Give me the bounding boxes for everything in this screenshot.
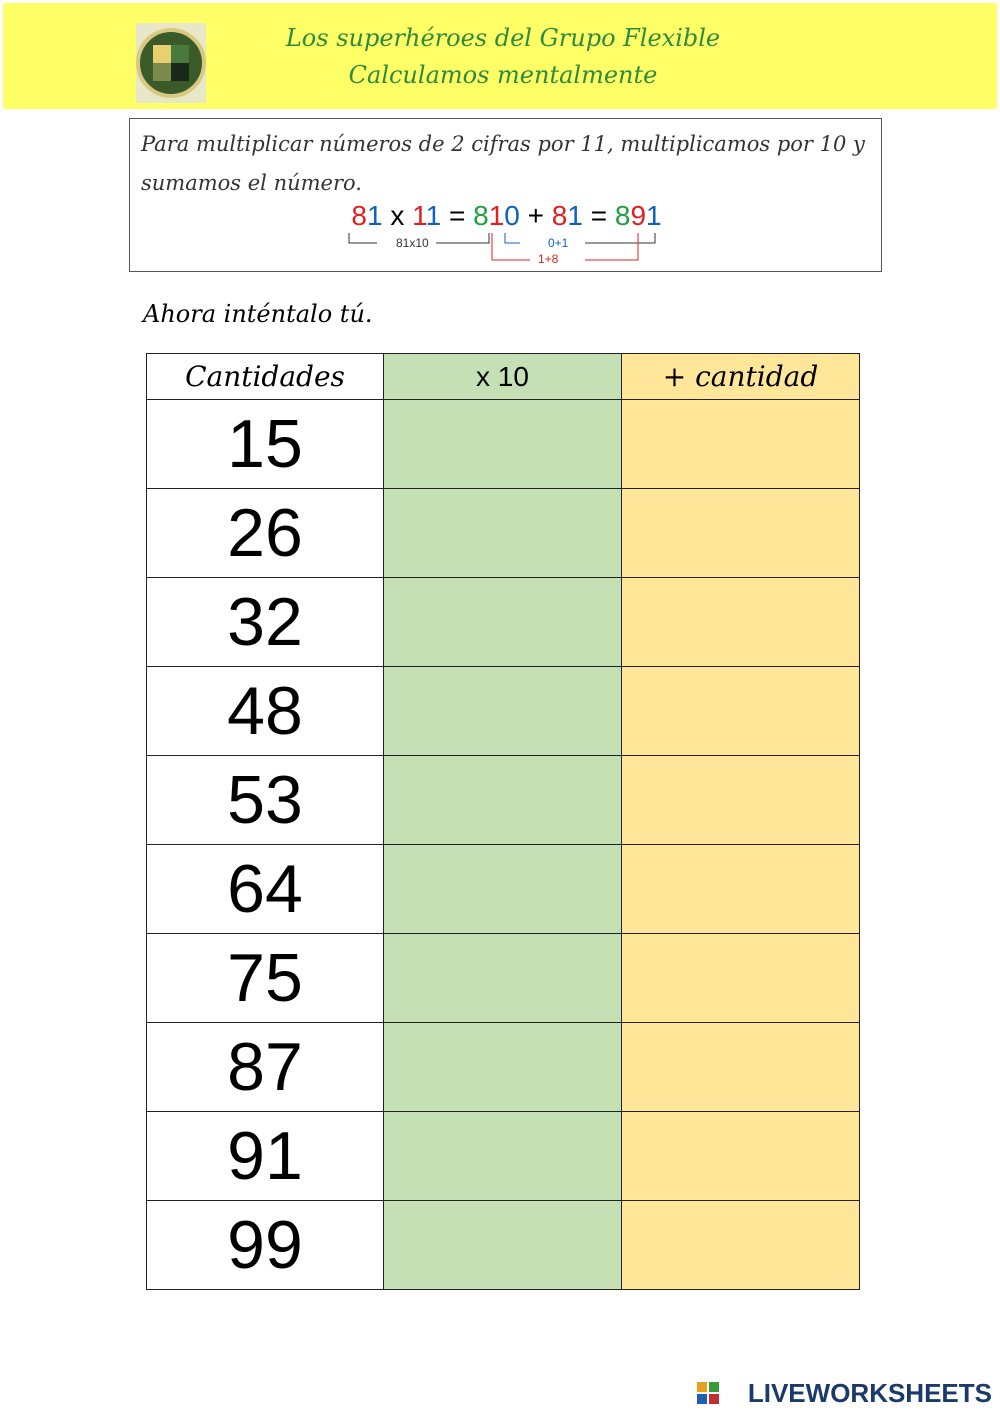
header-x10: x 10 xyxy=(384,354,622,400)
eq-digit: 0 xyxy=(504,200,520,231)
table-header-row xyxy=(147,354,860,400)
quantity-cell: 87 xyxy=(147,1023,384,1112)
eq-digit: 1 xyxy=(488,200,505,231)
header-plus-cantidad: + cantidad xyxy=(622,354,860,400)
table-row xyxy=(147,400,860,489)
x10-answer-cell[interactable] xyxy=(384,1201,622,1290)
rule-box xyxy=(129,118,882,272)
table-row xyxy=(147,489,860,578)
x10-answer-cell[interactable] xyxy=(384,489,622,578)
quantity-cell: 99 xyxy=(147,1201,384,1290)
worksheet-subtitle: Calculamos mentalmente xyxy=(348,61,658,89)
worksheet-title: Los superhéroes del Grupo Flexible xyxy=(285,24,721,52)
eq-digit: 8 xyxy=(351,200,367,231)
quantity-cell: 64 xyxy=(147,845,384,934)
quantity-cell: 91 xyxy=(147,1112,384,1201)
table-row xyxy=(147,1201,860,1290)
sum-answer-cell[interactable] xyxy=(622,845,860,934)
sum-answer-cell[interactable] xyxy=(622,1201,860,1290)
eq-digit: 1 xyxy=(366,200,383,231)
exercise-table xyxy=(146,353,860,1290)
eq-digit: 9 xyxy=(630,200,647,231)
x10-answer-cell[interactable] xyxy=(384,667,622,756)
quantity-cell: 26 xyxy=(147,489,384,578)
sum-answer-cell[interactable] xyxy=(622,756,860,845)
note-blue-sum: 0+1 xyxy=(548,236,569,250)
table-row xyxy=(147,756,860,845)
sum-answer-cell[interactable] xyxy=(622,578,860,667)
quantity-cell: 75 xyxy=(147,934,384,1023)
instruction-prompt: Ahora inténtalo tú. xyxy=(143,300,373,328)
equation-brackets xyxy=(130,119,883,273)
eq-digit: 1 xyxy=(646,200,662,231)
table-row xyxy=(147,578,860,667)
x10-answer-cell[interactable] xyxy=(384,400,622,489)
eq-digit: 1 xyxy=(412,200,426,231)
header-banner xyxy=(3,3,997,109)
header-cantidades: Cantidades xyxy=(147,354,384,400)
eq-digit: 1 xyxy=(567,200,583,231)
eq-digit: 1 xyxy=(425,200,442,231)
rule-text: Para multiplicar números de 2 cifras por 11, multiplicamos por 10 y sumamos el número. xyxy=(141,132,865,195)
x10-answer-cell[interactable] xyxy=(384,845,622,934)
x10-answer-cell[interactable] xyxy=(384,578,622,667)
quantity-cell: 48 xyxy=(147,667,384,756)
x10-answer-cell[interactable] xyxy=(384,1112,622,1201)
table-row xyxy=(147,1023,860,1112)
sum-answer-cell[interactable] xyxy=(622,667,860,756)
x10-answer-cell[interactable] xyxy=(384,756,622,845)
note-multiply: 81x10 xyxy=(396,236,429,250)
sum-answer-cell[interactable] xyxy=(622,934,860,1023)
x10-answer-cell[interactable] xyxy=(384,934,622,1023)
sum-answer-cell[interactable] xyxy=(622,1023,860,1112)
eq-operator: = xyxy=(441,200,474,231)
eq-operator: = xyxy=(582,200,615,231)
eq-digit: 8 xyxy=(551,200,568,231)
school-logo xyxy=(136,23,206,103)
table-row xyxy=(147,934,860,1023)
table-row xyxy=(147,1112,860,1201)
x10-answer-cell[interactable] xyxy=(384,1023,622,1112)
table-row xyxy=(147,845,860,934)
quantity-cell: 32 xyxy=(147,578,384,667)
eq-operator: x xyxy=(382,200,413,231)
eq-digit: 8 xyxy=(614,200,631,231)
note-red-sum: 1+8 xyxy=(538,252,559,266)
sum-answer-cell[interactable] xyxy=(622,1112,860,1201)
liveworksheets-logo-icon xyxy=(697,1382,719,1404)
eq-digit: 8 xyxy=(473,200,489,231)
eq-operator: + xyxy=(519,200,552,231)
quantity-cell: 15 xyxy=(147,400,384,489)
table-row xyxy=(147,667,860,756)
footer-brand: LIVEWORKSHEETS xyxy=(747,1378,992,1408)
sum-answer-cell[interactable] xyxy=(622,400,860,489)
sum-answer-cell[interactable] xyxy=(622,489,860,578)
quantity-cell: 53 xyxy=(147,756,384,845)
